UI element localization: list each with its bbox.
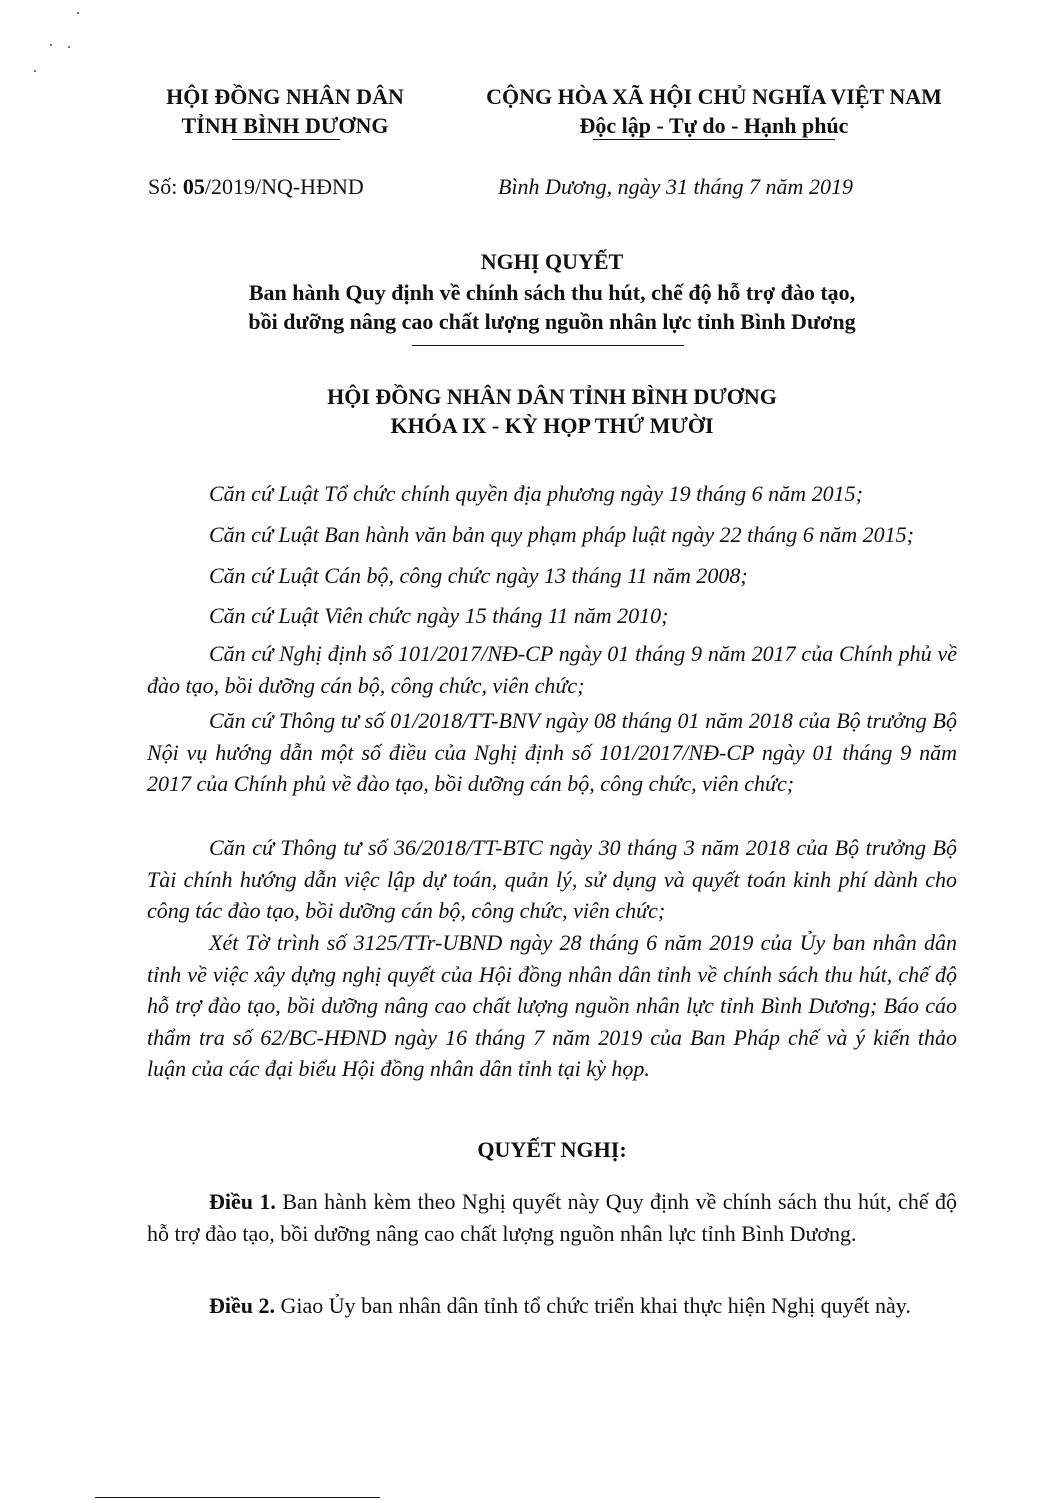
scan-speck	[68, 46, 70, 48]
document-subject	[147, 278, 957, 336]
issuer-block	[135, 82, 435, 140]
legal-basis: Căn cứ Thông tư số 36/2018/TT-BTC ngày 30 tháng 3 năm 2018 của Bộ trưởng Bộ Tài chính hướng dẫn việc lập dự toán, quản lý, sử dụng và quyết toán kinh phí dành cho công tác đào tạo, bồi dưỡng cán bộ, công chức, viên chức;	[147, 835, 957, 923]
legal-basis: Căn cứ Nghị định số 101/2017/NĐ-CP ngày 01 tháng 9 năm 2017 của Chính phủ về đào tạo, bồi dưỡng cán bộ, công chức, viên chức;	[147, 641, 957, 698]
title-underline	[412, 345, 684, 346]
article-2-text: Giao Ủy ban nhân dân tỉnh tổ chức triển khai thực hiện Nghị quyết này.	[275, 1293, 911, 1318]
decision-heading: QUYẾT NGHỊ:	[477, 1137, 627, 1162]
legal-basis: Xét Tờ trình số 3125/TTr-UBND ngày 28 tháng 6 năm 2019 của Ủy ban nhân dân tỉnh về việc xây dựng nghị quyết của Hội đồng nhân dân tỉnh về chính sách thu hút, chế độ hỗ trợ đào tạo, bồi dưỡng nâng cao chất lượng nguồn nhân lực tỉnh Bình Dương; Báo cáo thẩm tra số 62/BC-HĐND ngày 16 tháng 7 năm 2019 của Ban Pháp chế và ý kiến thảo luận của các đại biểu Hội đồng nhân dân tỉnh tại kỳ họp.	[147, 930, 957, 1081]
scan-speck	[50, 44, 52, 46]
number-suffix: /2019/NQ-HĐND	[204, 174, 364, 199]
legal-basis: Căn cứ Luật Cán bộ, công chức ngày 13 tháng 11 năm 2008;	[209, 563, 748, 588]
legal-basis: Căn cứ Luật Tổ chức chính quyền địa phương ngày 19 tháng 6 năm 2015;	[209, 481, 863, 506]
subject-line1: Ban hành Quy định về chính sách thu hút, chế độ hỗ trợ đào tạo,	[248, 280, 856, 305]
national-motto-block	[450, 82, 978, 140]
council-heading	[147, 382, 957, 440]
article-2-label: Điều 2.	[209, 1293, 275, 1318]
council-line1: HỘI ĐỒNG NHÂN DÂN TỈNH BÌNH DƯƠNG	[327, 384, 777, 409]
article-1-text: Ban hành kèm theo Nghị quyết này Quy định về chính sách thu hút, chế độ hỗ trợ đào tạo, bồi dưỡng nâng cao chất lượng nguồn nhân lực tỉnh Bình Dương.	[147, 1189, 957, 1246]
issuer-underline	[232, 139, 340, 140]
council-line2: KHÓA IX - KỲ HỌP THỨ MƯỜI	[390, 413, 714, 438]
legal-basis: Căn cứ Thông tư số 01/2018/TT-BNV ngày 08 tháng 01 năm 2018 của Bộ trưởng Bộ Nội vụ hướng dẫn một số điều của Nghị định số 101/2017/NĐ-CP ngày 01 tháng 9 năm 2017 của Chính phủ về đào tạo, bồi dưỡng cán bộ, công chức, viên chức;	[147, 708, 957, 796]
scan-speck	[77, 12, 79, 14]
legal-basis: Căn cứ Luật Viên chức ngày 15 tháng 11 năm 2010;	[209, 603, 669, 628]
place-date: Bình Dương, ngày 31 tháng 7 năm 2019	[498, 174, 853, 199]
footnote-separator	[95, 1497, 380, 1498]
document-number	[148, 172, 364, 201]
article-1-label: Điều 1.	[209, 1189, 276, 1214]
nation-name: CỘNG HÒA XÃ HỘI CHỦ NGHĨA VIỆT NAM	[486, 84, 942, 109]
legal-basis: Căn cứ Luật Ban hành văn bản quy phạm pháp luật ngày 22 tháng 6 năm 2015;	[209, 522, 914, 547]
subject-line2: bồi dưỡng nâng cao chất lượng nguồn nhân lực tỉnh Bình Dương	[248, 309, 856, 334]
article-1	[147, 1186, 957, 1249]
number-value: 05	[182, 174, 205, 199]
issuer-line2: TỈNH BÌNH DƯƠNG	[181, 113, 389, 138]
number-prefix: Số:	[148, 174, 183, 199]
issuer-line1: HỘI ĐỒNG NHÂN DÂN	[166, 84, 404, 109]
nation-motto: Độc lập - Tự do - Hạnh phúc	[579, 113, 849, 138]
article-2	[147, 1290, 957, 1322]
motto-underline	[593, 139, 835, 140]
scan-speck	[34, 70, 36, 72]
document-type: NGHỊ QUYẾT	[480, 249, 624, 274]
